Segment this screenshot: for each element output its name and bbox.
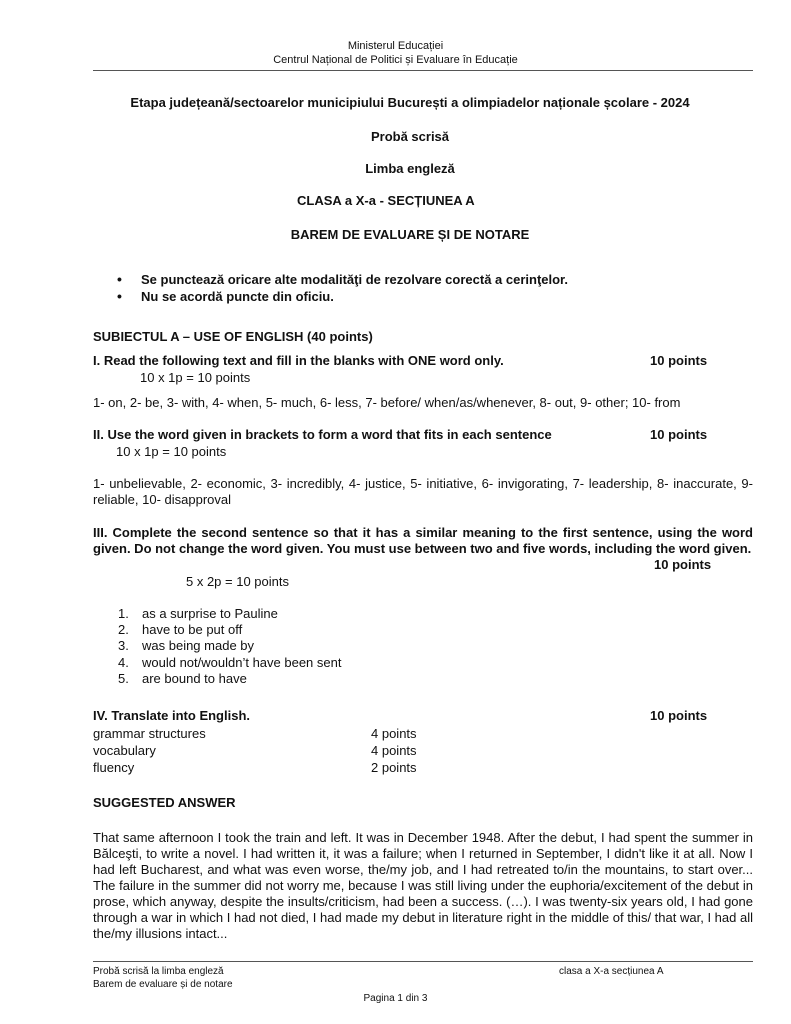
note-item: • Nu se acordă puncte din oficiu. bbox=[117, 288, 757, 305]
answer-item: 3. was being made by bbox=[118, 638, 255, 654]
section-3-answers bbox=[118, 606, 341, 687]
section-2-title: II. Use the word given in brackets to form a word that fits in each sentence bbox=[93, 427, 552, 442]
section-4-points: 10 points bbox=[650, 708, 708, 723]
criterion-name: fluency bbox=[93, 760, 135, 775]
document-title: BAREM DE EVALUARE ȘI DE NOTARE bbox=[290, 227, 530, 242]
ministry-name: Ministerul Educației bbox=[347, 40, 444, 52]
header-divider bbox=[93, 70, 753, 71]
section-1-title: I. Read the following text and fill in the blanks with ONE word only. bbox=[93, 353, 504, 368]
suggested-answer-text: That same afternoon I took the train and left. It was in December 1948. After the debut, I had spent the summer in Bălceşti, to write a novel. I had written it, it was a failure; when I returned in September, I didn't like it at all. Now I had left Bucharest, and what was even worse, the/my job, and I had retreated to/in the mountains, to start over... The failure in the summer did not worry me, because I was still living under the euphoria/excitement of the debut in prose, which anyway, despite the insults/criticism, had been a success. (…). I was twenty-six years old, I had gone through a war in which I had not died, I had made my debut in literature right in the middle of this/ that war, I had all the/my illusions intact... bbox=[93, 830, 753, 941]
criterion-name: vocabulary bbox=[93, 743, 156, 758]
suggested-heading: SUGGESTED ANSWER bbox=[93, 795, 236, 810]
criterion-points: 4 points bbox=[371, 743, 417, 758]
criterion-points: 4 points bbox=[371, 726, 417, 741]
exam-type: Probă scrisă bbox=[370, 129, 450, 144]
section-4-title: IV. Translate into English. bbox=[93, 708, 251, 723]
footer-class: clasa a X-a secțiunea A bbox=[559, 966, 664, 977]
section-3-title: III. Complete the second sentence so that it has a similar meaning to the first sentence, using the word given. Do not change the word given. You must use between two and five words, including the word given. bbox=[93, 525, 753, 556]
answer-item: 1. as a surprise to Pauline bbox=[118, 606, 278, 621]
section-1-points: 10 points bbox=[650, 353, 708, 368]
notes-list bbox=[117, 271, 757, 305]
note-item: • Se punctează oricare alte modalităţi de rezolvare corectă a cerinţelor. bbox=[117, 271, 757, 288]
criterion-points: 2 points bbox=[371, 760, 417, 775]
subject-name: Limba engleză bbox=[365, 161, 455, 176]
section-2-points: 10 points bbox=[650, 427, 708, 442]
section-3-scoring: 5 x 2p = 10 points bbox=[186, 574, 289, 589]
subject-heading: SUBIECTUL A – USE OF ENGLISH (40 points) bbox=[93, 329, 373, 344]
footer-exam: Probă scrisă la limba engleză bbox=[93, 966, 224, 977]
contest-title: Etapa județeană/sectoarelor municipiului București a olimpiadelor naționale școlare - 2024 bbox=[130, 95, 690, 110]
footer-barem: Barem de evaluare și de notare bbox=[93, 979, 233, 990]
answer-item: 5. are bound to have bbox=[118, 670, 247, 686]
center-name: Centrul Național de Politici și Evaluare în Educație bbox=[273, 54, 518, 66]
section-2-answers: 1- unbelievable, 2- economic, 3- incredibly, 4- justice, 5- initiative, 6- invigorating, 7- leadership, 8- inaccurate, 9- reliable, 10- disapproval bbox=[93, 476, 753, 507]
page-number: Pagina 1 din 3 bbox=[363, 993, 428, 1004]
footer-divider bbox=[93, 961, 753, 962]
answer-item: 4. would not/wouldn’t have been sent bbox=[118, 654, 342, 670]
section-2-scoring: 10 x 1p = 10 points bbox=[116, 444, 227, 459]
class-section: CLASA a X-a - SECȚIUNEA A bbox=[297, 193, 475, 208]
section-1-scoring: 10 x 1p = 10 points bbox=[140, 370, 251, 385]
section-3-points: 10 points bbox=[650, 557, 711, 572]
answer-item: 2. have to be put off bbox=[118, 622, 243, 638]
criterion-name: grammar structures bbox=[93, 726, 206, 741]
section-1-answers: 1- on, 2- be, 3- with, 4- when, 5- much, 6- less, 7- before/ when/as/whenever, 8- out, 9- other; 10- from bbox=[93, 395, 681, 410]
